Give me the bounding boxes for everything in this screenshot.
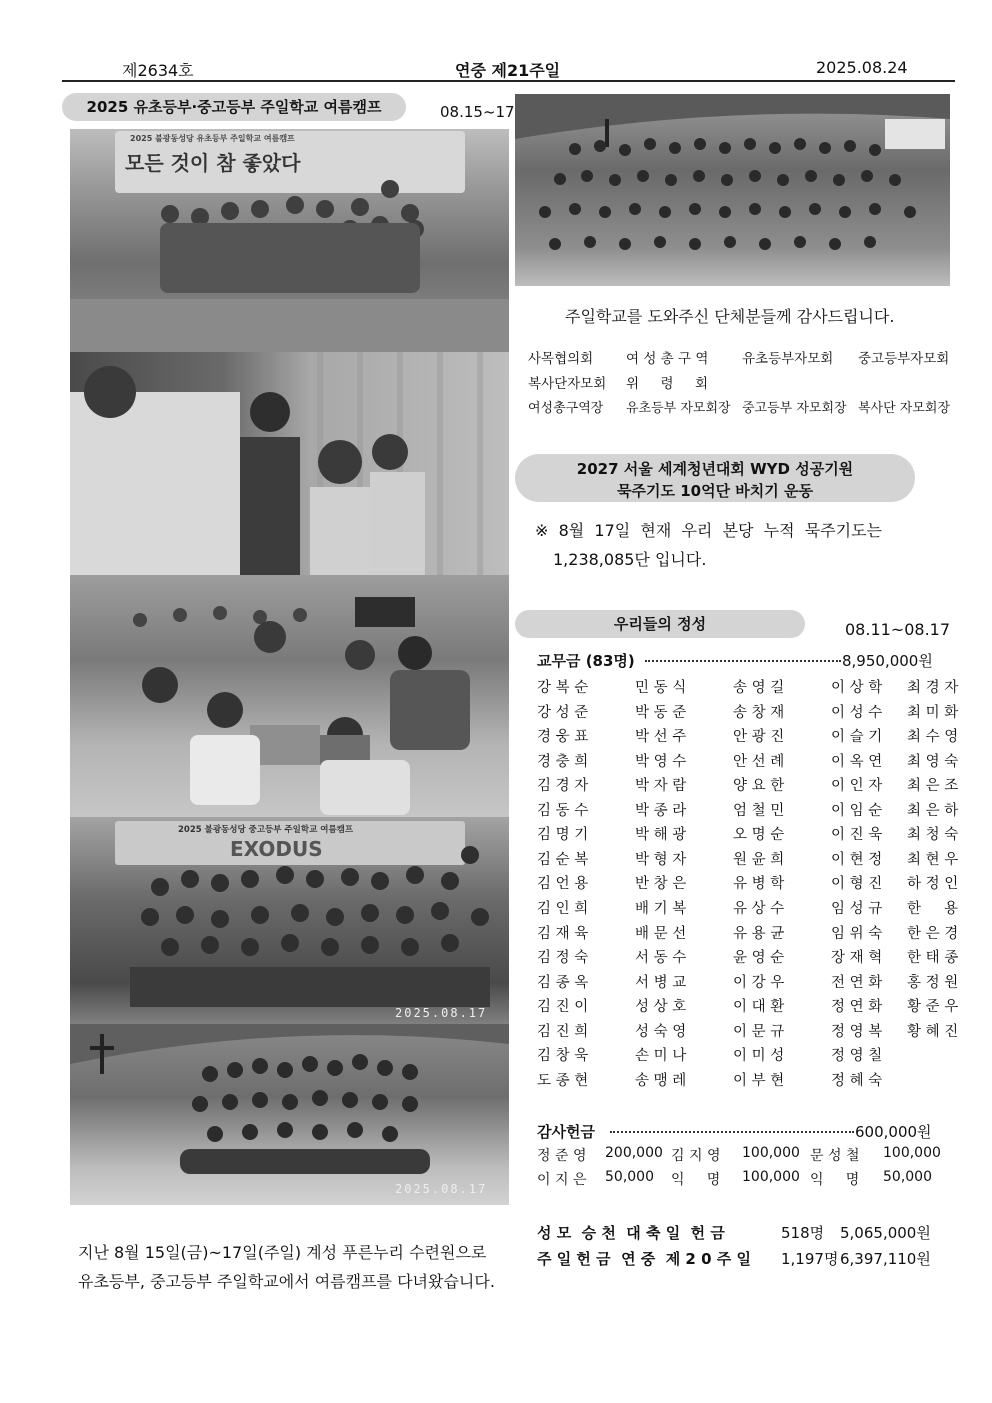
donor-name: 김 진 희 — [537, 1023, 589, 1040]
donor-name: 강 복 순 — [537, 680, 589, 696]
donor-name: 정 연 화 — [831, 999, 883, 1016]
thanks-group: 복사단 자모회장 — [858, 401, 951, 416]
donor-name: 윤 영 순 — [733, 950, 785, 967]
donation-amount: 100,000 — [883, 1145, 941, 1161]
donor-name: 정 영 칠 — [831, 1048, 883, 1065]
donor-name: 최 현 우 — [907, 851, 959, 868]
name-row — [537, 946, 959, 967]
thanks-offering-total: 600,000원 — [855, 1123, 932, 1141]
donor-name: 정 혜 숙 — [831, 1072, 883, 1089]
donor-name: 이 미 성 — [733, 1048, 785, 1065]
donation-amount: 200,000 — [605, 1145, 663, 1161]
school-fund-row — [537, 650, 937, 670]
donor-name: 이 상 학 — [831, 680, 883, 696]
donation-amount: 100,000 — [742, 1169, 800, 1185]
donor-name: 이 대 환 — [733, 999, 785, 1016]
donor-name: 성 숙 영 — [635, 1023, 687, 1040]
donor-name: 김 경 자 — [537, 778, 589, 795]
donor-name: 박 종 라 — [635, 802, 687, 819]
donor-name: 서 병 교 — [635, 974, 687, 991]
thanks-offering-row — [537, 1121, 937, 1141]
donor-name: 민 동 식 — [635, 680, 687, 696]
donor-name: 이 형 진 — [831, 876, 883, 893]
name-row — [537, 701, 959, 721]
donor-name: 임 위 숙 — [831, 925, 883, 942]
donor-name: 송 맹 레 — [635, 1072, 687, 1089]
name-row — [537, 971, 959, 991]
issue-number: 제2634호 — [122, 61, 194, 80]
name-row — [537, 897, 959, 917]
donor-name: 배 문 선 — [635, 925, 687, 942]
camp-dates: 08.15~17 — [440, 103, 515, 121]
donor-name: 이 문 규 — [733, 1023, 785, 1040]
donor-name: 정 영 복 — [831, 1023, 883, 1040]
wyd-title-line1: 2027 서울 세계청년대회 WYD 성공기원 — [576, 460, 854, 478]
photo5-date-stamp: 2025.08.17 — [395, 1182, 488, 1196]
donor-name: 박 선 주 — [635, 729, 687, 746]
donor-name: 김 지 영 — [671, 1148, 721, 1164]
donation-amount: 100,000 — [742, 1145, 800, 1161]
donor-name: 최 은 조 — [907, 778, 959, 795]
donor-name: 안 광 진 — [733, 729, 785, 746]
thanks-group: 위 령 회 — [626, 376, 709, 392]
donor-name: 박 자 람 — [635, 778, 687, 795]
name-row — [537, 872, 959, 893]
camp-photo-5 — [70, 1024, 509, 1205]
donor-name: 유 병 학 — [733, 876, 785, 893]
special-offering-label: 성 모 승 천 대 축 일 헌 금 — [537, 1224, 725, 1242]
donor-name: 익 명 — [810, 1172, 860, 1188]
donor-name: 김 명 기 — [537, 827, 589, 844]
donation-amount: 50,000 — [883, 1169, 932, 1185]
donor-name: 김 창 욱 — [537, 1048, 589, 1065]
name-row — [537, 995, 959, 1016]
liturgy-week: 연중 제21주일 — [455, 61, 561, 80]
name-row — [537, 750, 959, 770]
name-row — [537, 1069, 937, 1089]
donor-name: 경 웅 표 — [537, 729, 589, 746]
donor-name: 김 인 희 — [537, 900, 589, 917]
donor-name: 반 창 은 — [635, 876, 687, 893]
donor-name: 이 슬 기 — [831, 729, 883, 746]
thanks-group: 복사단자모회 — [528, 376, 607, 392]
name-row — [537, 1020, 959, 1040]
wyd-note-line2: 1,238,085단 입니다. — [553, 550, 707, 569]
leader-dots — [610, 1131, 854, 1133]
donor-name: 장 재 혁 — [831, 950, 883, 967]
donor-name: 이 인 자 — [831, 778, 883, 795]
donor-name: 이 현 정 — [831, 851, 883, 868]
thanks-group: 유초등부 자모회장 — [626, 401, 731, 416]
offerings-dates: 08.11~08.17 — [845, 620, 951, 639]
donor-name: 배 기 복 — [635, 900, 687, 917]
donor-name: 김 진 이 — [537, 999, 589, 1016]
special-offering-count: 518명 — [781, 1224, 825, 1242]
name-row — [537, 848, 959, 868]
group-photo — [515, 94, 950, 286]
donor-name: 이 진 욱 — [831, 827, 883, 844]
photo4-date-stamp: 2025.08.17 — [395, 1006, 488, 1020]
donor-name: 송 영 길 — [733, 680, 785, 696]
thanks-group: 여 성 총 구 역 — [626, 351, 709, 367]
donor-name: 송 창 재 — [733, 704, 785, 721]
sunday-offering-row — [537, 1248, 937, 1268]
wyd-title-line2: 묵주기도 10억단 바치기 운동 — [617, 482, 813, 500]
name-row — [537, 676, 959, 696]
sunday-offering-label: 주 일 헌 금 연 중 제 2 0 주 일 — [537, 1250, 751, 1268]
donor-name: 김 언 용 — [537, 876, 589, 893]
donor-name: 최 청 숙 — [907, 827, 959, 844]
donor-name: 이 지 은 — [537, 1172, 587, 1188]
name-row — [537, 922, 959, 942]
header-divider — [62, 80, 955, 82]
donor-name: 최 경 자 — [907, 680, 959, 696]
name-row — [537, 799, 959, 819]
donor-name: 최 미 화 — [907, 704, 959, 721]
donor-name: 박 해 광 — [635, 827, 687, 844]
banner-subtitle: 2025 불광동성당 유초등부 주일학교 여름캠프 — [130, 134, 295, 143]
donor-name: 안 선 례 — [733, 753, 785, 770]
school-fund-label: 교무금 (83명) — [537, 652, 635, 670]
donor-name: 오 명 순 — [733, 827, 785, 844]
donor-name: 이 옥 연 — [831, 753, 883, 770]
name-row — [537, 823, 959, 844]
thanks-offering-entry — [537, 1169, 937, 1189]
thanks-group: 중고등부 자모회장 — [742, 401, 847, 416]
banner-headline: 모든 것이 참 좋았다 — [125, 151, 301, 175]
thanks-title: 주일학교를 도와주신 단체분들께 감사드립니다. — [565, 307, 895, 326]
name-row — [537, 1044, 937, 1064]
thanks-offering-label: 감사헌금 — [537, 1123, 595, 1141]
donor-name: 문 성 철 — [810, 1148, 860, 1164]
donor-name: 정 준 영 — [537, 1148, 587, 1164]
camp-photo-4 — [70, 817, 509, 1024]
donor-name: 박 형 자 — [635, 851, 687, 868]
sunday-offering-count: 1,197명 — [781, 1250, 839, 1268]
name-row — [537, 774, 959, 795]
donor-name: 황 준 우 — [907, 999, 959, 1016]
wyd-note-line1: ※ 8월 17일 현재 우리 본당 누적 묵주기도는 — [535, 521, 882, 540]
exodus-banner-subtitle: 2025 불광동성당 중고등부 주일학교 여름캠프 — [178, 825, 354, 835]
school-fund-total: 8,950,000원 — [842, 652, 933, 670]
thanks-group: 유초등부자모회 — [742, 351, 834, 367]
issue-date: 2025.08.24 — [816, 58, 908, 77]
donor-name: 이 임 순 — [831, 802, 883, 819]
name-row — [537, 725, 959, 746]
donor-name: 원 윤 희 — [733, 851, 785, 868]
donor-name: 성 상 호 — [635, 999, 687, 1016]
camp-description-line1: 지난 8월 15일(금)~17일(주일) 계성 푸른누리 수련원으로 — [78, 1243, 487, 1262]
donor-name: 박 동 준 — [635, 704, 687, 721]
donor-name: 전 연 화 — [831, 974, 883, 991]
donor-name: 강 성 준 — [537, 704, 589, 721]
donor-name: 이 강 우 — [733, 974, 785, 991]
leader-dots — [645, 660, 841, 662]
camp-photo-2 — [70, 352, 509, 575]
donor-name: 하 정 인 — [907, 876, 959, 893]
donor-name: 손 미 나 — [635, 1048, 687, 1065]
donor-name: 경 충 희 — [537, 753, 589, 770]
camp-title: 2025 유초등부·중고등부 주일학교 여름캠프 — [62, 93, 406, 121]
thanks-group: 사목협의회 — [528, 351, 594, 367]
offerings-title: 우리들의 정성 — [515, 610, 805, 638]
donor-name: 황 혜 진 — [907, 1023, 959, 1040]
donor-name: 유 상 수 — [733, 900, 785, 917]
camp-photo-1 — [70, 129, 509, 352]
donor-name: 최 영 숙 — [907, 753, 959, 770]
donor-name: 최 수 영 — [907, 729, 959, 746]
donor-name: 김 순 복 — [537, 851, 589, 868]
donor-name: 김 종 옥 — [537, 974, 589, 991]
special-offering-row — [537, 1222, 937, 1242]
donor-name: 한 용 — [907, 900, 959, 917]
donor-name: 유 용 균 — [733, 925, 785, 942]
sunday-offering-amount: 6,397,110원 — [840, 1250, 931, 1268]
donor-name: 최 은 하 — [907, 802, 959, 819]
donor-name: 익 명 — [671, 1172, 721, 1188]
camp-photo-3 — [70, 575, 509, 817]
donor-name: 김 정 숙 — [537, 950, 589, 967]
special-offering-amount: 5,065,000원 — [840, 1224, 931, 1242]
donation-amount: 50,000 — [605, 1169, 654, 1185]
donor-name: 이 성 수 — [831, 704, 883, 721]
donor-name: 임 성 규 — [831, 900, 883, 917]
donor-name: 이 부 현 — [733, 1072, 785, 1089]
donor-name: 양 요 한 — [733, 778, 785, 795]
donor-name: 엄 철 민 — [733, 802, 785, 819]
donor-name: 박 영 수 — [635, 753, 687, 770]
thanks-offering-entry — [537, 1145, 941, 1165]
thanks-group: 여성총구역장 — [528, 401, 604, 416]
donor-name: 도 종 현 — [537, 1072, 589, 1089]
thanks-group: 중고등부자모회 — [858, 351, 950, 367]
donor-name: 한 태 종 — [907, 950, 959, 967]
donor-name: 한 은 경 — [907, 925, 959, 942]
donor-name: 김 동 수 — [537, 802, 589, 819]
camp-description-line2: 유초등부, 중고등부 주일학교에서 여름캠프를 다녀왔습니다. — [78, 1272, 495, 1291]
exodus-banner-title: EXODUS — [230, 837, 323, 861]
donor-name: 서 동 수 — [635, 950, 687, 967]
donor-name: 김 재 육 — [537, 925, 589, 942]
donor-name: 홍 정 원 — [907, 974, 959, 991]
